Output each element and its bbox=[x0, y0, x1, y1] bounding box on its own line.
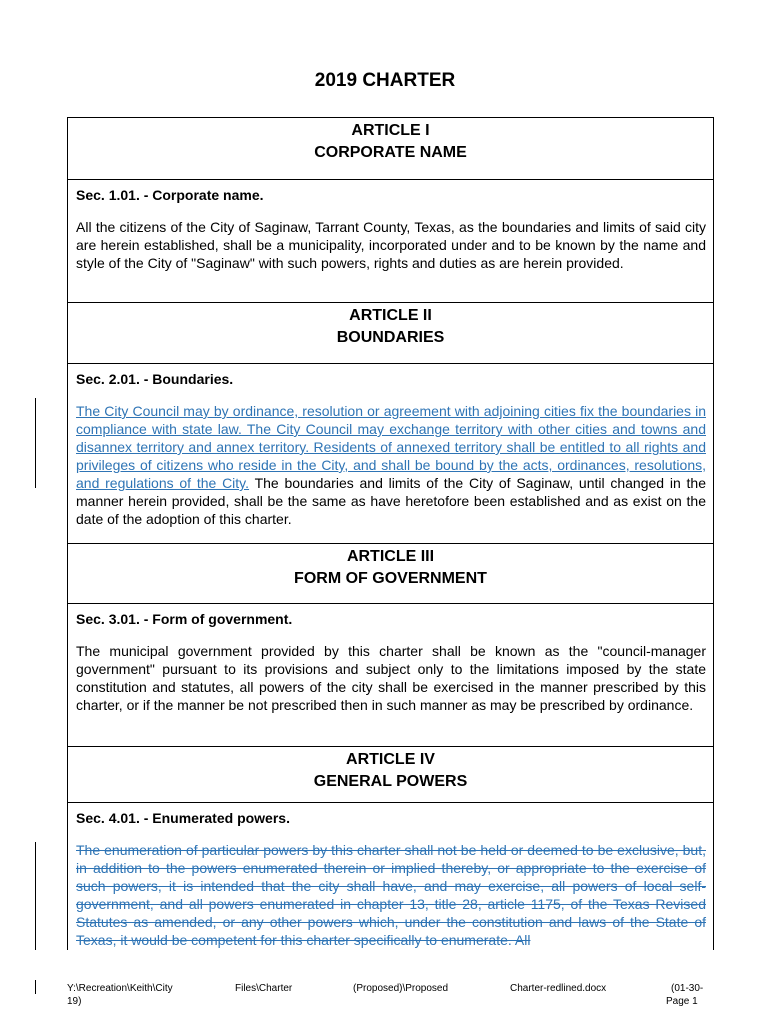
article-3-section bbox=[68, 610, 713, 714]
section-4-01-title: Sec. 4.01. - Enumerated powers. bbox=[76, 810, 290, 826]
article-1-section bbox=[68, 186, 713, 272]
article-1-heading bbox=[68, 118, 713, 180]
section-2-01-original-text: The boundaries and limits of the City of Saginaw, until changed in the manner herein provided, shall be the same as have heretofore been established and as exist on the date of the adoption of this charter. bbox=[76, 475, 706, 527]
article-2-number: ARTICLE II bbox=[349, 307, 432, 324]
article-3-heading bbox=[68, 544, 713, 604]
footer-path-3: (Proposed)\Proposed bbox=[353, 983, 449, 994]
article-4-number: ARTICLE IV bbox=[346, 751, 435, 768]
document-title: 2019 CHARTER bbox=[314, 70, 456, 91]
article-2 bbox=[67, 302, 714, 544]
article-2-title: BOUNDARIES bbox=[336, 329, 445, 346]
change-bar-footer bbox=[35, 980, 36, 994]
article-3-title: FORM OF GOVERNMENT bbox=[294, 570, 487, 587]
change-bar-article-4 bbox=[35, 842, 36, 950]
section-3-01-text: The municipal government provided by this charter shall be known as the "council-manager government" pursuant to its provisions and subject only to the limitations imposed by the state constitution and statutes, all powers of the city shall be exercised in the manner prescribed by this charter, or if the manner be not prescribed then in such manner as may be prescribed by ordinance. bbox=[76, 643, 706, 713]
article-3 bbox=[67, 543, 714, 747]
section-3-01-title: Sec. 3.01. - Form of government. bbox=[76, 611, 293, 627]
footer-date-2: 19) bbox=[67, 996, 82, 1007]
article-4-section bbox=[68, 809, 713, 949]
section-2-01-text bbox=[76, 402, 706, 528]
footer-path-2: Files\Charter bbox=[235, 983, 293, 994]
footer-path-4: Charter-redlined.docx bbox=[510, 983, 607, 994]
article-3-number: ARTICLE III bbox=[346, 548, 435, 565]
section-1-01-title: Sec. 1.01. - Corporate name. bbox=[76, 187, 264, 203]
article-4-title: GENERAL POWERS bbox=[313, 773, 468, 790]
article-1-number: ARTICLE I bbox=[351, 122, 430, 139]
article-2-heading bbox=[68, 303, 713, 364]
article-4-heading bbox=[68, 747, 713, 803]
footer-path-1: Y:\Recreation\Keith\City bbox=[67, 983, 173, 994]
article-1 bbox=[67, 117, 714, 303]
footer-date-1: (01-30- bbox=[671, 983, 704, 994]
section-2-01-title: Sec. 2.01. - Boundaries. bbox=[76, 371, 234, 387]
article-2-section bbox=[68, 370, 713, 528]
change-bar-article-2 bbox=[35, 398, 36, 488]
footer-page-number: Page 1 bbox=[666, 996, 698, 1007]
inserted-revision-text: The City Council may by ordinance, resolution or agreement with adjoining cities fix the boundaries in compliance with state law. The City Council may exchange territory with other cities and towns and disannex territory and annex territory. Residents of annexed territory shall be entitled to all rights and privileges of citizens who reside in the City, and shall be bound by the acts, ordinances, resolutions, and regulations of the City. bbox=[76, 403, 706, 491]
article-1-title: CORPORATE NAME bbox=[314, 144, 467, 161]
deleted-revision-text: The enumeration of particular powers by this charter shall not be held or deemed to be exclusive, but, in addition to the powers enumerated therein or implied thereby, or appropriate to the exercise of such powers, it is intended that the city shall have, and may exercise, all powers of local self-government, and all powers enumerated in chapter 13, title 28, article 1175, of the Texas Revised Statutes as amended, or any other powers which, under the constitution and laws of the State of Texas, it would be competent for this charter specifically to enumerate. All bbox=[76, 842, 706, 948]
section-1-01-text: All the citizens of the City of Saginaw, Tarrant County, Texas, as the boundaries and limits of said city are herein established, shall be a municipality, incorporated under and to be known by the name and style of the City of "Saginaw" with such powers, rights and duties as are herein provided. bbox=[76, 219, 706, 271]
article-4 bbox=[67, 746, 714, 950]
